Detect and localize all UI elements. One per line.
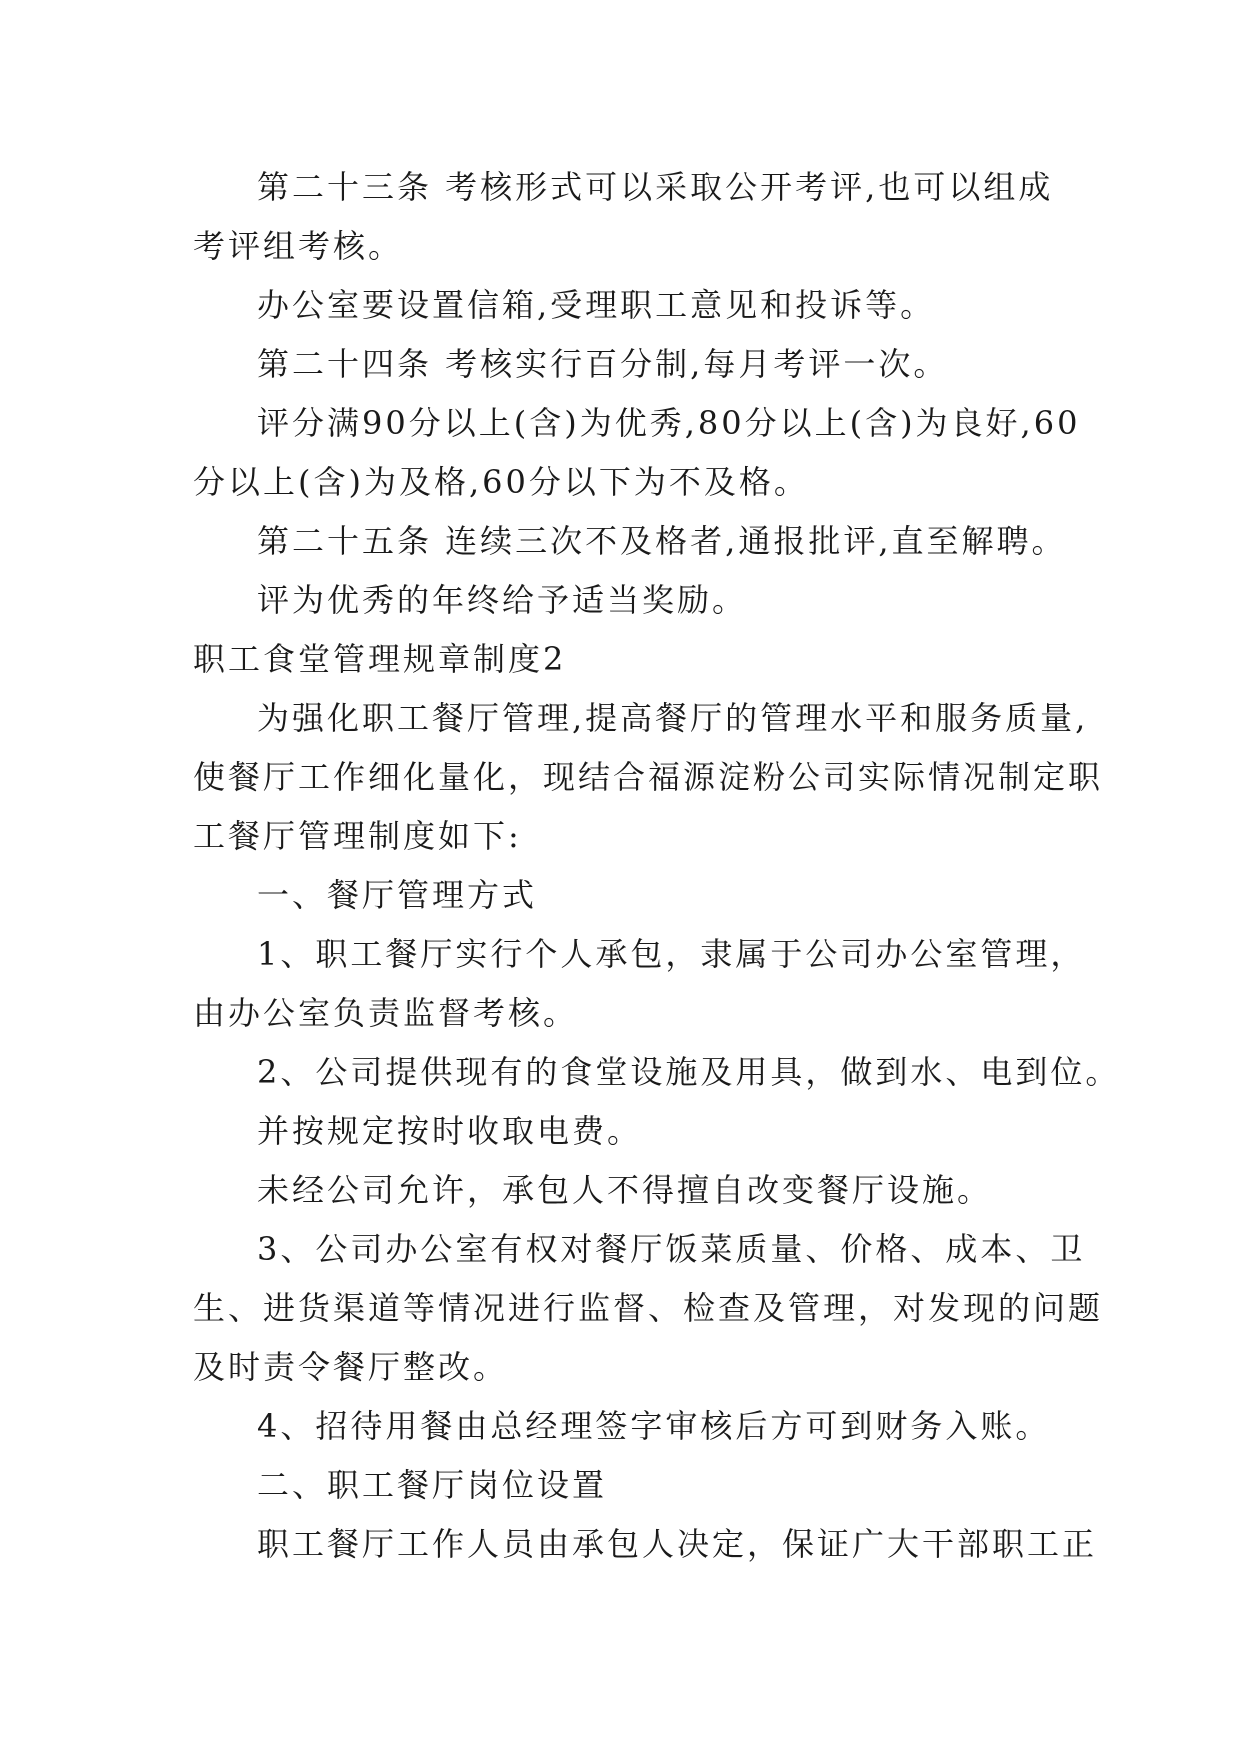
- paragraph-line: 办公室要设置信箱,受理职工意见和投诉等。: [257, 286, 936, 324]
- paragraph-line: 为强化职工餐厅管理,提高餐厅的管理水平和服务质量,: [257, 699, 1089, 737]
- paragraph-line: 评为优秀的年终给予适当奖励。: [257, 581, 748, 619]
- paragraph-line: 第二十五条 连续三次不及格者,通报批评,直至解聘。: [257, 522, 1067, 560]
- paragraph-line: 使餐厅工作细化量化，现结合福源淀粉公司实际情况制定职: [193, 758, 1104, 796]
- paragraph-line: 由办公室负责监督考核。: [193, 994, 579, 1032]
- section-heading: 职工食堂管理规章制度2: [193, 640, 567, 678]
- paragraph-line: 考评组考核。: [193, 227, 404, 265]
- subsection-heading: 一、餐厅管理方式: [257, 876, 538, 914]
- paragraph-line: 工餐厅管理制度如下:: [193, 817, 522, 855]
- paragraph-line: 2、公司提供现有的食堂设施及用具，做到水、电到位。: [257, 1053, 1121, 1091]
- paragraph-line: 1、职工餐厅实行个人承包，隶属于公司办公室管理，: [257, 935, 1086, 973]
- paragraph-line: 3、公司办公室有权对餐厅饭菜质量、价格、成本、卫: [257, 1230, 1086, 1268]
- paragraph-line: 评分满90分以上(含)为优秀,80分以上(含)为良好,60: [257, 404, 1081, 442]
- paragraph-line: 生、进货渠道等情况进行监督、检查及管理，对发现的问题: [193, 1289, 1104, 1327]
- paragraph-line: 职工餐厅工作人员由承包人决定，保证广大干部职工正: [257, 1525, 1098, 1563]
- paragraph-line: 分以上(含)为及格,60分以下为不及格。: [193, 463, 809, 501]
- subsection-heading: 二、职工餐厅岗位设置: [257, 1466, 608, 1504]
- paragraph-line: 第二十三条 考核形式可以采取公开考评,也可以组成: [257, 168, 1054, 206]
- paragraph-line: 未经公司允许，承包人不得擅自改变餐厅设施。: [257, 1171, 993, 1209]
- paragraph-line: 及时责令餐厅整改。: [193, 1348, 509, 1386]
- paragraph-line: 4、招待用餐由总经理签字审核后方可到财务入账。: [257, 1407, 1051, 1445]
- paragraph-line: 并按规定按时收取电费。: [257, 1112, 643, 1150]
- paragraph-line: 第二十四条 考核实行百分制,每月考评一次。: [257, 345, 949, 383]
- document-body: [193, 158, 1121, 1574]
